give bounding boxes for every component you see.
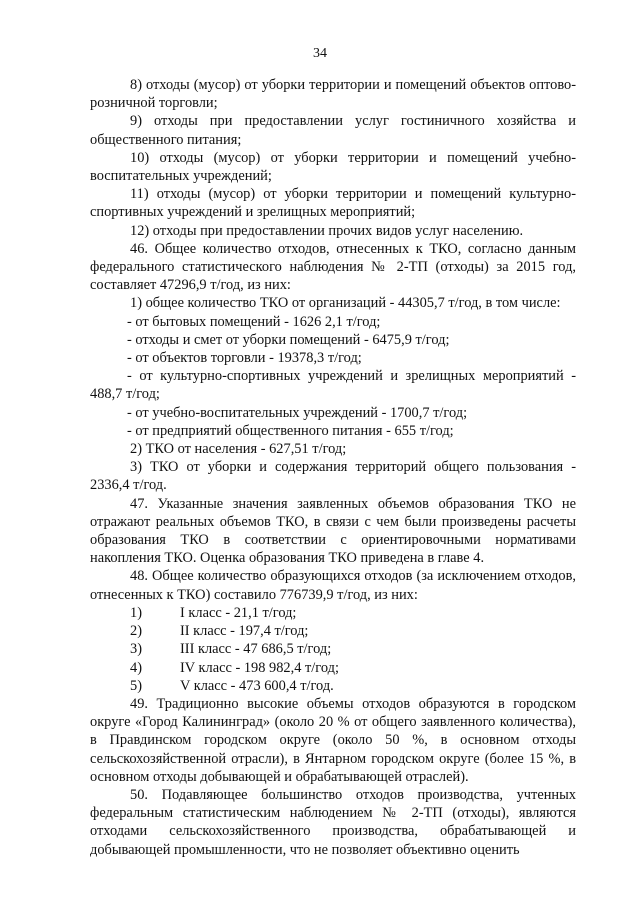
hazard-class-text: V класс - 473 600,4 т/год. — [180, 677, 334, 694]
tko-household-premises: - от бытовых помещений - 1626 2,1 т/год; — [127, 313, 381, 330]
hazard-class-number: 3) — [130, 641, 142, 658]
hazard-class-list — [90, 604, 576, 695]
hazard-class-number: 2) — [130, 623, 142, 640]
paragraph-47: 47. Указанные значения заявленных объемов образования ТКО не отражают реальных объемов ТКО, в связи с чем были произведены расчеты образования ТКО в соответствии с ориентировочными нормативами накопления ТКО. Оценка образования ТКО приведена в главе 4. — [90, 495, 576, 567]
hazard-class-number: 5) — [130, 677, 142, 694]
paragraph-48: 48. Общее количество образующихся отходов (за исключением отходов, отнесенных к ТКО) составило 776739,9 т/год, из них: — [90, 568, 576, 603]
hazard-class-number: 1) — [130, 604, 142, 621]
hazard-class-text: IV класс - 198 982,4 т/год; — [180, 659, 339, 676]
list-item-9: 9) отходы при предоставлении услуг гостиничного хозяйства и общественного питания; — [90, 113, 576, 148]
paragraph-46: 46. Общее количество отходов, отнесенных к ТКО, согласно данным федерального статистического наблюдения № 2-ТП (отходы) за 2015 год, составляет 47296,9 т/год, из них: — [90, 240, 576, 294]
hazard-class-item — [90, 659, 576, 677]
list-item-8: 8) отходы (мусор) от уборки территории и помещений объектов оптово-розничной торговли; — [90, 77, 576, 112]
paragraph-49: 49. Традиционно высокие объемы отходов образуются в городском округе «Город Калининград» (около 20 % от общего заявленного количества), в Правдинском городском округе (около 50 %, в основном отходы сельскохозяйственной отрасли), в Янтарном городском округе (более 15 %, в основном отходы добывающей и обрабатывающей отраслей). — [90, 695, 576, 785]
tko-catering: - от предприятий общественного питания - 655 т/год; — [127, 422, 454, 439]
hazard-class-item — [90, 604, 576, 622]
hazard-class-text: I класс - 21,1 т/год; — [180, 604, 297, 621]
hazard-class-item — [90, 622, 576, 640]
paragraph-50: 50. Подавляющее большинство отходов производства, учтенных федеральным статистическим наблюдением № 2-ТП (отходы), являются отходами сельскохозяйственного производства, обрабатывающей и добывающей промышленности, что не позволяет объективно оценить — [90, 786, 576, 858]
list-item-10: 10) отходы (мусор) от уборки территории и помещений учебно-воспитательных учреждений; — [90, 149, 576, 185]
list-item-11: 11) отходы (мусор) от уборки территории и помещений культурно-спортивных учреждений и зрелищных мероприятий; — [90, 186, 576, 221]
page-number: 34 — [313, 46, 327, 61]
hazard-class-text: III класс - 47 686,5 т/год; — [180, 641, 332, 658]
hazard-class-item — [90, 640, 576, 658]
list-item-12: 12) отходы при предоставлении прочих видов услуг населению. — [130, 222, 524, 239]
tko-public-territories: 3) ТКО от уборки и содержания территорий общего пользования - 2336,4 т/год. — [90, 459, 576, 494]
hazard-class-item — [90, 677, 576, 695]
tko-educational: - от учебно-воспитательных учреждений - 1700,7 т/год; — [127, 404, 468, 421]
tko-population: 2) ТКО от населения - 627,51 т/год; — [130, 441, 347, 458]
tko-organizations: 1) общее количество ТКО от организаций - 44305,7 т/год, в том числе: — [130, 295, 561, 312]
tko-trade-objects: - от объектов торговли - 19378,3 т/год; — [127, 350, 362, 367]
hazard-class-text: II класс - 197,4 т/год; — [180, 623, 309, 640]
tko-premises-cleaning: - отходы и смет от уборки помещений - 6475,9 т/год; — [127, 331, 450, 348]
hazard-class-number: 4) — [130, 659, 142, 676]
document-body — [90, 76, 576, 859]
tko-cultural-sports: - от культурно-спортивных учреждений и зрелищных мероприятий - 488,7 т/год; — [90, 368, 576, 403]
